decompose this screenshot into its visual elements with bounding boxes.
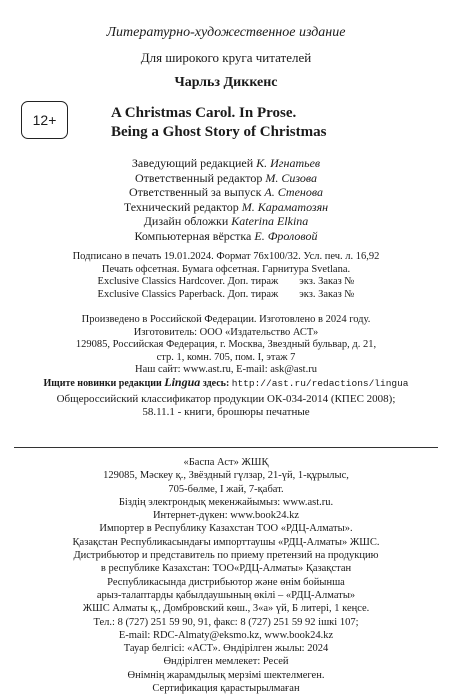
kz-line: Дистрибьютор и представитель по приему претензий на продукцию	[73, 550, 379, 562]
printing-line: Печать офсетная. Бумага офсетная. Гарнитура Svetlana.	[101, 263, 351, 275]
book-title-line: Being a Ghost Story of Christmas	[111, 124, 327, 140]
credit-role: Технический редактор	[123, 199, 239, 214]
credit-role: Ответственный за выпуск	[129, 185, 262, 199]
credit-line	[0, 214, 452, 229]
credit-name: М. Сизова	[265, 170, 318, 185]
credit-role: Заведующий редакцией	[131, 156, 254, 170]
credit-name: Katerina Elkina	[231, 214, 309, 228]
audience-note: Для широкого круга читателей	[140, 50, 312, 65]
kazakhstan-info	[0, 456, 452, 695]
author-name: Чарльз Диккенс	[174, 75, 278, 90]
credit-line	[0, 185, 452, 200]
book-title-line: A Christmas Carol. In Prose.	[111, 105, 297, 121]
production-line: Изготовитель: ООО «Издательство АСТ»	[133, 326, 319, 338]
credit-line	[0, 200, 452, 215]
credit-line	[0, 229, 452, 244]
printing-line: Подписано в печать 19.01.2024. Формат 76х100/32. Усл. печ. л. 16,92	[72, 251, 380, 262]
kz-line: 705-бөлме, I жай, 7-қабат.	[168, 483, 284, 495]
credit-name: Е. Фроловой	[254, 228, 318, 243]
kz-line: Өндірілген мемлекет: Ресей	[163, 656, 289, 668]
kz-line: Сертификация қарастырылмаған	[152, 683, 300, 695]
book-title	[111, 104, 326, 142]
credit-line	[0, 171, 452, 186]
kz-line: ЖШС Алматы қ., Домбровский көш., 3«а» үй, Б литері, 1 кеңсе.	[82, 603, 370, 615]
lingua-promo	[0, 376, 452, 390]
kz-line: 129085, Мәскеу қ., Звёздный гүлзар, 21-үй, 1-құрылыс,	[103, 470, 349, 482]
product-classifier	[0, 393, 452, 419]
header	[0, 24, 452, 91]
credit-name: К. Игнатьев	[256, 156, 321, 170]
lingua-url[interactable]: http://ast.ru/redactions/lingua	[231, 378, 409, 389]
lingua-prefix: Ищите новинки редакции	[43, 378, 162, 389]
production-line: 129085, Российская Федерация, г. Москва, Звездный бульвар, д. 21,	[75, 339, 377, 350]
kz-line: Тел.: 8 (727) 251 59 90, 91, факс: 8 (727) 251 59 92 ішкі 107;	[93, 616, 359, 628]
production-line: Произведено в Российской Федерации. Изготовлено в 2024 году.	[81, 314, 371, 325]
printing-line: Exclusive Classics Hardcover. Доп. тираж экз. Заказ №	[97, 276, 355, 287]
kz-line: «Баспа Аст» ЖШҚ	[183, 457, 269, 468]
printing-line: Exclusive Classics Paperback. Доп. тираж экз. Заказ №	[97, 288, 355, 300]
kz-line: Интернет-дүкен: www.book24.kz	[152, 510, 300, 522]
printing-info	[0, 251, 452, 301]
kz-line: Республикасында дистрибьютор және өнім бойынша	[107, 576, 345, 588]
production-info	[0, 314, 452, 377]
credit-line	[0, 156, 452, 171]
kz-line: E-mail: RDC-Almaty@eksmo.kz, www.book24.kz	[118, 629, 334, 641]
age-rating-badge: 12+	[21, 101, 68, 139]
credit-role: Дизайн обложки	[143, 214, 229, 228]
kz-line: Тауар белгісі: «АСТ». Өндірілген жылы: 2024	[123, 643, 329, 655]
credit-name: М. Караматозян	[241, 199, 329, 214]
okp-line: 58.11.1 - книги, брошюры печатные	[142, 406, 310, 418]
production-line: стр. 1, комн. 705, пом. I, этаж 7	[156, 351, 296, 363]
okp-line: Общероссийский классификатор продукции ОК-034-2014 (КПЕС 2008);	[56, 393, 396, 405]
section-divider	[14, 447, 438, 448]
lingua-logo: Lingua	[164, 375, 201, 389]
credits-block	[0, 156, 452, 243]
kz-line: Импортер в Республику Казахстан ТОО «РДЦ-Алматы».	[99, 523, 353, 535]
credit-role: Ответственный редактор	[134, 170, 263, 185]
credit-name: А. Стенова	[264, 185, 323, 199]
kz-line: арыз-талаптарды қабылдаушының өкілі – «РДЦ-Алматы»	[96, 589, 356, 601]
kz-line: в республике Казахстан: ТОО«РДЦ-Алматы» Қазақстан	[100, 563, 352, 575]
kz-line: Біздің электрондық мекенжайымыз: www.ast.ru.	[118, 496, 334, 508]
credit-role: Компьютерная вёрстка	[134, 228, 252, 243]
kz-line: Өнімнің жарамдылық мерзімі шектелмеген.	[127, 669, 325, 681]
production-line: Наш сайт: www.ast.ru, E-mail: ask@ast.ru	[135, 364, 317, 375]
kz-line: Қазақстан Республикасындағы импорттаушы «РДЦ-Алматы» ЖШС.	[72, 536, 380, 548]
edition-type: Литературно-художественное издание	[106, 25, 346, 40]
lingua-middle: здесь:	[202, 378, 230, 389]
